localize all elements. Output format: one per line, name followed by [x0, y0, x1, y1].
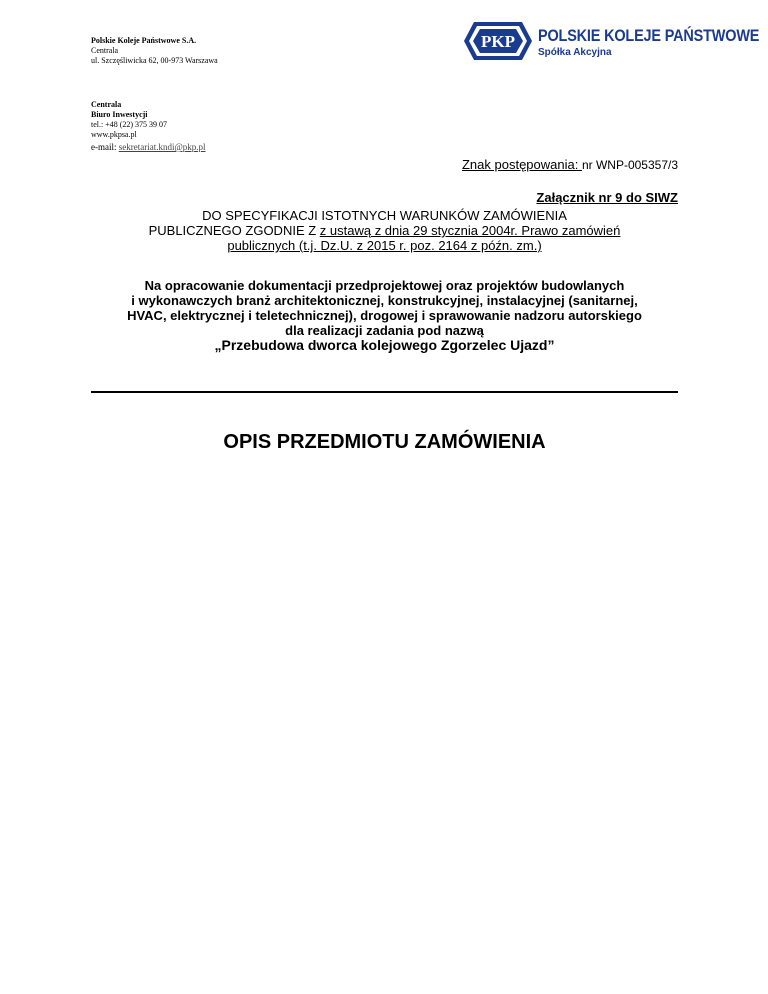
document-title: OPIS PRZEDMIOTU ZAMÓWIENIA [223, 431, 546, 453]
sender-block [91, 36, 218, 66]
spec-line-1: DO SPECYFIKACJI ISTOTNYCH WARUNKÓW ZAMÓWIENIA [202, 208, 567, 223]
scope-line-4: dla realizacji zadania pod nazwą [285, 323, 484, 338]
spec-line-2 [91, 223, 678, 238]
task-name: „Przebudowa dworca kolejowego Zgorzelec Ujazd” [214, 337, 555, 353]
spec-heading [91, 208, 678, 253]
contact-website: www.pkpsa.pl [91, 130, 137, 139]
scope-line-3: HVAC, elektrycznej i teletechnicznej), drogowej i sprawowanie nadzoru autorskiego [127, 308, 642, 323]
pkp-emblem-icon [462, 20, 534, 62]
logo-mark: PKP [481, 32, 515, 51]
email-link[interactable]: sekretariat.kndi@pkp.pl [118, 142, 206, 152]
scope-line-2: i wykonawczych branż architektonicznej, konstrukcyjnej, instalacyjnej (sanitarnej, [131, 293, 638, 308]
horizontal-divider [91, 391, 678, 393]
pkp-logo [462, 20, 760, 62]
reference-label: Znak postępowania: [461, 157, 582, 172]
sender-address: ul. Szczęśliwicka 62, 00-973 Warszawa [91, 56, 218, 65]
spec-line-3: publicznych (t.j. Dz.U. z 2015 r. poz. 2164 z późn. zm.) [227, 238, 542, 253]
annex-heading: Załącznik nr 9 do SIWZ [536, 190, 678, 205]
email-label: e-mail: [91, 142, 119, 152]
reference-number [462, 157, 678, 172]
logo-name: POLSKIE KOLEJE PAŃSTWOWE [538, 26, 760, 45]
spec-line-2-plain: PUBLICZNEGO ZGODNIE Z [148, 223, 320, 238]
scope-description [91, 278, 678, 353]
contact-block [91, 100, 167, 140]
logo-subtitle: Spółka Akcyjna [538, 47, 612, 58]
email-line [91, 142, 206, 152]
contact-phone: tel.: +48 (22) 375 39 07 [91, 120, 168, 129]
spec-line-2-underlined: z ustawą z dnia 29 stycznia 2004r. Prawo zamówień [319, 223, 621, 238]
contact-unit: Centrala [91, 100, 122, 109]
reference-value: nr WNP-005357/3 [581, 158, 678, 172]
sender-unit: Centrala [91, 46, 119, 55]
sender-company: Polskie Koleje Państwowe S.A. [91, 36, 197, 45]
scope-line-1: Na opracowanie dokumentacji przedprojektowej oraz projektów budowlanych [144, 278, 625, 293]
contact-department: Biuro Inwestycji [91, 110, 148, 119]
